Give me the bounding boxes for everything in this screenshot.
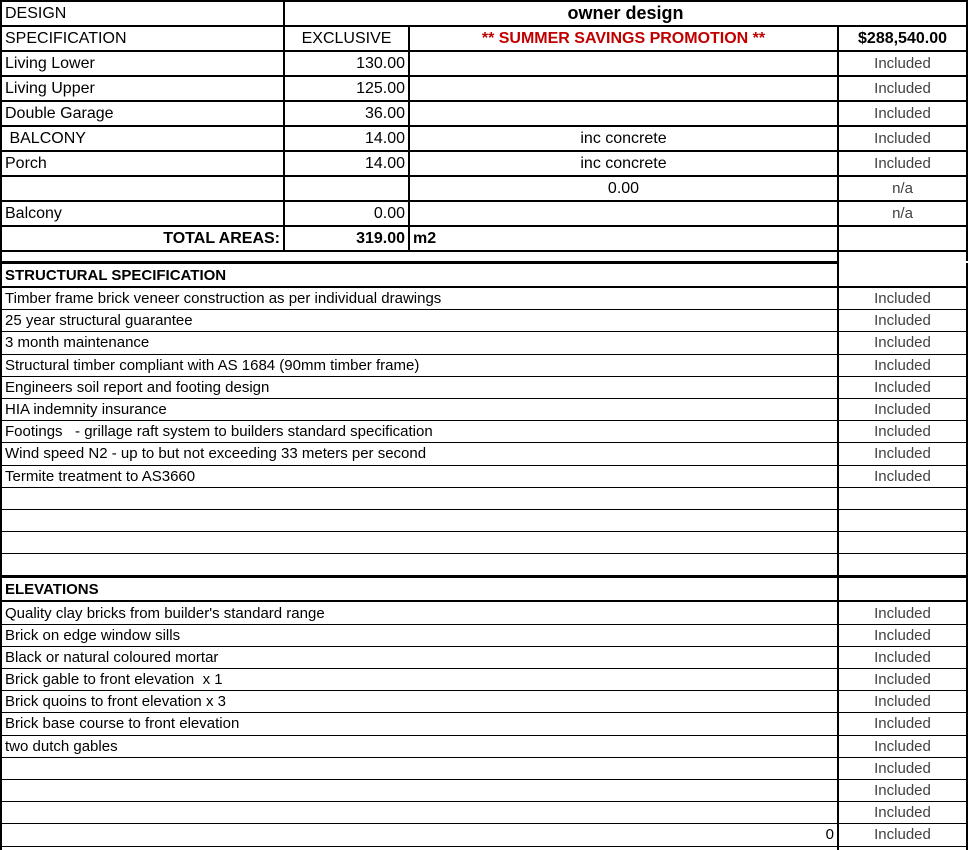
area-row xyxy=(1,101,967,126)
area-note xyxy=(409,201,838,226)
spec-item-text: Termite treatment to AS3660 xyxy=(1,465,838,487)
area-value: 125.00 xyxy=(284,76,409,101)
spec-item-status: Included xyxy=(838,465,967,487)
spec-item-status xyxy=(838,532,967,554)
specification-list xyxy=(0,261,968,850)
spec-item-status: Included xyxy=(838,779,967,801)
spec-item-text xyxy=(1,779,838,801)
area-row xyxy=(1,76,967,101)
spec-item-row xyxy=(1,601,967,624)
spec-item-status: Included xyxy=(838,443,967,465)
area-status: Included xyxy=(838,101,967,126)
area-status: Included xyxy=(838,126,967,151)
spec-item-status: Included xyxy=(838,757,967,779)
spec-item-row xyxy=(1,824,967,846)
area-note: 0.00 xyxy=(409,176,838,201)
area-label: Double Garage xyxy=(1,101,284,126)
total-areas-status xyxy=(838,226,967,251)
spec-item-text: Brick quoins to front elevation x 3 xyxy=(1,691,838,713)
spec-item-status: Included xyxy=(838,669,967,691)
area-label: Porch xyxy=(1,151,284,176)
area-label: Living Lower xyxy=(1,51,284,76)
spec-item-text: Timber frame brick veneer construction as per individual drawings xyxy=(1,287,838,310)
area-note: inc concrete xyxy=(409,151,838,176)
area-row xyxy=(1,126,967,151)
spec-item-row xyxy=(1,332,967,354)
elevations-section-status-cell xyxy=(838,577,967,602)
area-value: 14.00 xyxy=(284,126,409,151)
separator-left-cell xyxy=(1,252,838,261)
spec-item-text xyxy=(1,802,838,824)
spec-item-status xyxy=(838,509,967,531)
spec-item-text: Wind speed N2 - up to but not exceeding 33 meters per second xyxy=(1,443,838,465)
spec-item-text: Brick base course to front elevation xyxy=(1,713,838,735)
spec-item-status: Included xyxy=(838,802,967,824)
promotion-banner: ** SUMMER SAVINGS PROMOTION ** xyxy=(409,26,838,51)
separator-row xyxy=(0,252,968,261)
area-note xyxy=(409,51,838,76)
area-row xyxy=(1,176,967,201)
area-note: inc concrete xyxy=(409,126,838,151)
spec-item-status: Included xyxy=(838,735,967,757)
spec-item-status: Included xyxy=(838,287,967,310)
area-label xyxy=(1,176,284,201)
spec-item-row xyxy=(1,376,967,398)
spec-item-status: Included xyxy=(838,398,967,420)
spec-item-status xyxy=(838,487,967,509)
spec-item-status: Included xyxy=(838,601,967,624)
spec-item-text: Black or natural coloured mortar xyxy=(1,646,838,668)
spec-item-row xyxy=(1,669,967,691)
area-status: n/a xyxy=(838,201,967,226)
area-status: Included xyxy=(838,76,967,101)
spec-item-text: 0 xyxy=(1,824,838,846)
spec-item-text xyxy=(1,757,838,779)
spec-item-row xyxy=(1,398,967,420)
spec-item-row xyxy=(1,646,967,668)
spec-item-status: Included xyxy=(838,713,967,735)
spec-item-status: Included xyxy=(838,332,967,354)
area-note xyxy=(409,101,838,126)
spec-item-status: Included xyxy=(838,691,967,713)
structural-section-header xyxy=(1,263,967,288)
specification-label: SPECIFICATION xyxy=(1,26,284,51)
design-row xyxy=(1,1,967,26)
spec-item-text xyxy=(1,554,838,577)
spec-item-text: Brick gable to front elevation x 1 xyxy=(1,669,838,691)
spec-item-text: Footings - grillage raft system to builders standard specification xyxy=(1,421,838,443)
spec-item-text: two dutch gables xyxy=(1,735,838,757)
spec-item-status: Included xyxy=(838,624,967,646)
area-row xyxy=(1,51,967,76)
spec-item-status: Included xyxy=(838,646,967,668)
spec-item-row xyxy=(1,532,967,554)
spec-item-row xyxy=(1,354,967,376)
spec-item-text: Quality clay bricks from builder's standard range xyxy=(1,601,838,624)
area-status: n/a xyxy=(838,176,967,201)
spec-item-status: Included xyxy=(838,354,967,376)
structural-section-status-cell xyxy=(838,263,967,288)
spec-item-row xyxy=(1,421,967,443)
spec-item-row xyxy=(1,509,967,531)
spec-item-row xyxy=(1,465,967,487)
elevations-section-title: ELEVATIONS xyxy=(1,577,838,602)
design-title: owner design xyxy=(284,1,967,26)
area-status: Included xyxy=(838,51,967,76)
area-label: Balcony xyxy=(1,201,284,226)
spec-item-row xyxy=(1,287,967,310)
structural-section-title: STRUCTURAL SPECIFICATION xyxy=(1,263,838,288)
total-areas-row xyxy=(1,226,967,251)
total-areas-value: 319.00 xyxy=(284,226,409,251)
spec-item-text: HIA indemnity insurance xyxy=(1,398,838,420)
spec-item-status: Included xyxy=(838,376,967,398)
area-value xyxy=(284,176,409,201)
area-value: 0.00 xyxy=(284,201,409,226)
total-areas-label: TOTAL AREAS: xyxy=(1,226,284,251)
area-value: 130.00 xyxy=(284,51,409,76)
elevations-section-header xyxy=(1,577,967,602)
spec-item-row xyxy=(1,757,967,779)
spec-item-row xyxy=(1,554,967,577)
area-status: Included xyxy=(838,151,967,176)
spec-item-row xyxy=(1,443,967,465)
area-label: BALCONY xyxy=(1,126,284,151)
spec-item-row xyxy=(1,802,967,824)
exclusive-label: EXCLUSIVE xyxy=(284,26,409,51)
area-row xyxy=(1,201,967,226)
design-label: DESIGN xyxy=(1,1,284,26)
spec-item-row xyxy=(1,624,967,646)
spec-item-text xyxy=(1,532,838,554)
spec-item-status: Included xyxy=(838,824,967,846)
contract-price: $288,540.00 xyxy=(838,26,967,51)
area-value: 36.00 xyxy=(284,101,409,126)
areas-table xyxy=(0,0,968,252)
spec-item-status xyxy=(838,554,967,577)
spec-item-status: Included xyxy=(838,421,967,443)
specification-header-row xyxy=(1,26,967,51)
spec-item-row xyxy=(1,713,967,735)
separator-right-cell xyxy=(838,252,967,261)
spec-item-text: 3 month maintenance xyxy=(1,332,838,354)
spec-item-text: Structural timber compliant with AS 1684 (90mm timber frame) xyxy=(1,354,838,376)
area-value: 14.00 xyxy=(284,151,409,176)
spec-item-row xyxy=(1,691,967,713)
total-areas-unit: m2 xyxy=(409,226,838,251)
clipped-bottom-row xyxy=(1,846,967,850)
area-label: Living Upper xyxy=(1,76,284,101)
spec-item-text: 25 year structural guarantee xyxy=(1,310,838,332)
spec-item-text: Brick on edge window sills xyxy=(1,624,838,646)
spec-item-status: Included xyxy=(838,310,967,332)
spec-item-text: Engineers soil report and footing design xyxy=(1,376,838,398)
spec-item-text xyxy=(1,509,838,531)
spec-item-row xyxy=(1,310,967,332)
spec-item-row xyxy=(1,487,967,509)
spec-item-row xyxy=(1,735,967,757)
spec-item-text xyxy=(1,487,838,509)
area-row xyxy=(1,151,967,176)
spec-item-row xyxy=(1,779,967,801)
area-note xyxy=(409,76,838,101)
